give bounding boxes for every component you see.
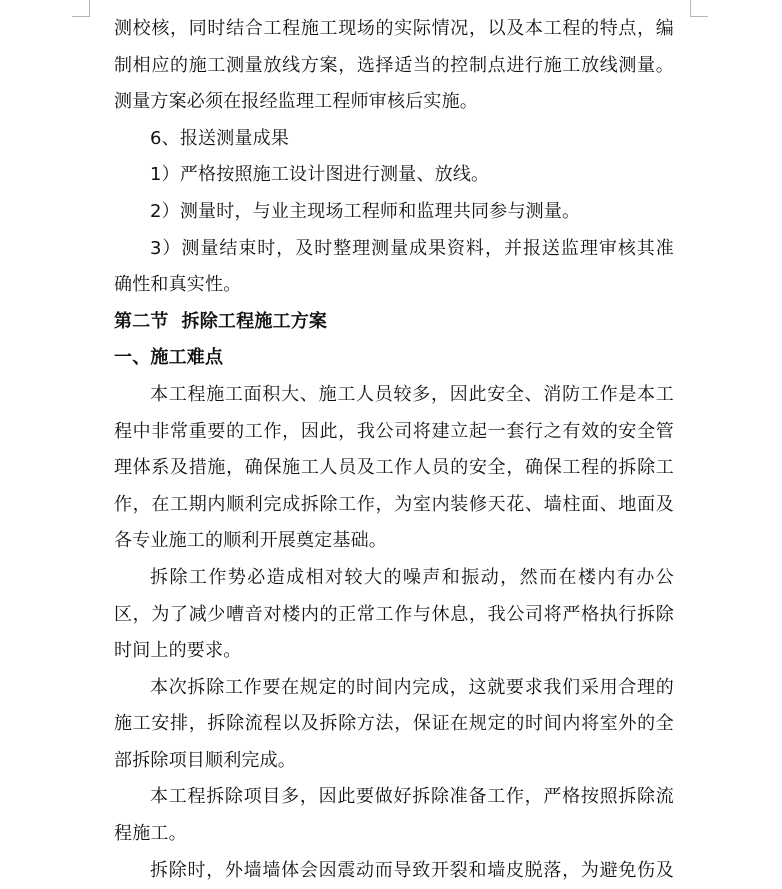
section-heading: 第二节 拆除工程施工方案 — [114, 310, 328, 332]
crop-mark-top-right-horizontal — [690, 16, 708, 17]
paragraph-line: 本工程拆除项目多，因此要做好拆除准备工作，严格按照拆除流 — [150, 786, 674, 808]
paragraph-line: 部拆除项目顺利完成。 — [114, 749, 296, 771]
paragraph-line: 理体系及措施，确保施工人员及工作人员的安全，确保工程的拆除工 — [114, 457, 674, 479]
subsection-heading: 一、施工难点 — [114, 347, 224, 369]
paragraph-line: 本次拆除工作要在规定的时间内完成，这就要求我们采用合理的 — [150, 676, 674, 698]
list-item: 2）测量时，与业主现场工程师和监理共同参与测量。 — [150, 200, 581, 222]
paragraph-line: 拆除时，外墙墙体会因震动而导致开裂和墙皮脱落，为避免伤及 — [150, 859, 674, 881]
paragraph-line: 测校核，同时结合工程施工现场的实际情况，以及本工程的特点，编 — [114, 18, 674, 39]
paragraph-line: 程施工。 — [114, 823, 187, 845]
crop-mark-top-left-vertical — [89, 0, 90, 16]
paragraph-line: 测量方案必须在报经监理工程师审核后实施。 — [114, 91, 478, 113]
paragraph-line: 程中非常重要的工作，因此，我公司将建立起一套行之有效的安全管 — [114, 420, 674, 442]
paragraph-line: 制相应的施工测量放线方案，选择适当的控制点进行施工放线测量。 — [114, 54, 674, 76]
paragraph-line: 确性和真实性。 — [114, 274, 242, 296]
crop-mark-top-right-vertical — [690, 0, 691, 16]
paragraph-line: 拆除工作势必造成相对较大的噪声和振动，然而在楼内有办公 — [150, 566, 674, 588]
list-item: 1）严格按照施工设计图进行测量、放线。 — [150, 164, 490, 186]
list-item: 6、报送测量成果 — [150, 127, 290, 149]
paragraph-line: 作，在工期内顺利完成拆除工作，为室内装修天花、墙柱面、地面及 — [114, 493, 674, 515]
paragraph-line: 施工安排，拆除流程以及拆除方法，保证在规定的时间内将室外的全 — [114, 713, 674, 735]
list-item: 3）测量结束时，及时整理测量成果资料，并报送监理审核其准 — [150, 237, 674, 259]
crop-mark-top-left-horizontal — [72, 16, 90, 17]
paragraph-line: 各专业施工的顺利开展奠定基础。 — [114, 530, 387, 552]
document-body — [114, 11, 674, 889]
paragraph-line: 时间上的要求。 — [114, 640, 242, 662]
paragraph-line: 本工程施工面积大、施工人员较多，因此安全、消防工作是本工 — [150, 383, 674, 405]
paragraph-line: 区，为了减少嘈音对楼内的正常工作与休息，我公司将严格执行拆除 — [114, 603, 674, 625]
